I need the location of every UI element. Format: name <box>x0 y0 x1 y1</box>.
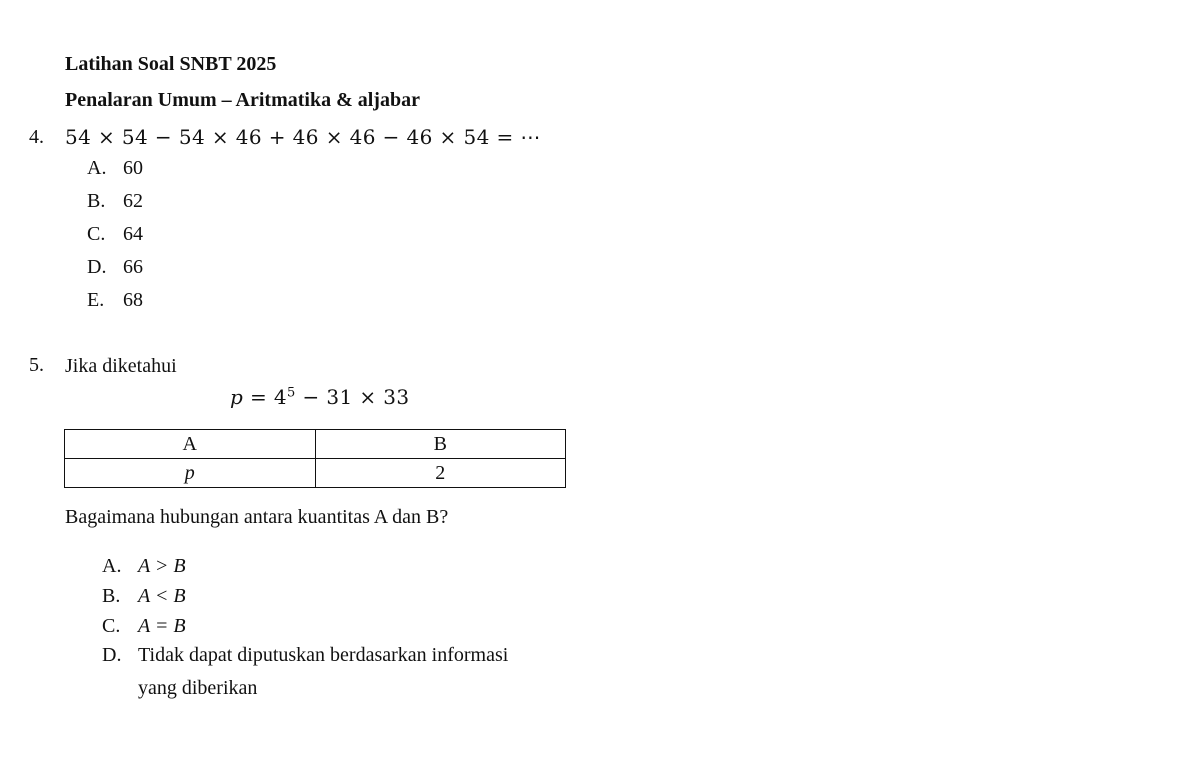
q5-option-letter: B. <box>102 585 121 607</box>
q5-option-letter: A. <box>102 555 122 577</box>
q4-option-value: 60 <box>123 157 143 179</box>
q4-option-letter: C. <box>87 223 106 245</box>
q4-option-e[interactable] <box>87 288 143 312</box>
question-5-number: 5. <box>29 354 44 376</box>
q5-option-d[interactable] <box>102 643 508 667</box>
q4-option-letter: D. <box>87 256 107 278</box>
equation-variable: p <box>230 385 244 409</box>
equation-base: = 4 <box>243 385 288 409</box>
quantity-table <box>64 429 566 488</box>
question-4-expression: 54 × 54 − 54 × 46 + 46 × 46 − 46 × 54 = ⋯ <box>65 125 541 149</box>
document-title: Latihan Soal SNBT 2025 <box>65 53 277 75</box>
q5-option-letter: D. <box>102 644 122 666</box>
q5-option-value: A = B <box>138 615 186 637</box>
q5-option-c[interactable] <box>102 614 186 638</box>
document-subtitle: Penalaran Umum – Aritmatika & aljabar <box>65 89 420 111</box>
q4-option-d[interactable] <box>87 255 143 279</box>
table-header-row <box>65 430 566 459</box>
q5-option-a[interactable] <box>102 554 186 578</box>
table-cell-b: 2 <box>315 459 566 488</box>
q4-option-value: 64 <box>123 223 143 245</box>
question-4-number: 4. <box>29 126 44 148</box>
q5-option-d-continuation: yang diberikan <box>138 677 258 699</box>
q4-option-value: 66 <box>123 256 143 278</box>
question-5-equation <box>230 385 410 409</box>
q5-option-b[interactable] <box>102 584 186 608</box>
table-header-a: A <box>65 430 316 459</box>
q4-option-a[interactable] <box>87 156 143 180</box>
q4-option-letter: A. <box>87 157 107 179</box>
q5-option-letter: C. <box>102 615 121 637</box>
equation-rest: − 31 × 33 <box>295 385 410 409</box>
equation-exponent: 5 <box>287 385 296 401</box>
question-5-prompt: Bagaimana hubungan antara kuantitas A dan B? <box>65 506 449 528</box>
q4-option-letter: B. <box>87 190 106 212</box>
table-row <box>65 459 566 488</box>
q4-option-letter: E. <box>87 289 105 311</box>
q4-option-c[interactable] <box>87 222 143 246</box>
question-5-intro: Jika diketahui <box>65 355 177 377</box>
q4-option-value: 68 <box>123 289 143 311</box>
table-header-b: B <box>315 430 566 459</box>
q5-option-value: Tidak dapat diputuskan berdasarkan informasi <box>138 644 509 666</box>
table-cell-a: p <box>65 459 316 488</box>
q4-option-b[interactable] <box>87 189 143 213</box>
q5-option-value: A > B <box>138 555 186 577</box>
q5-option-value: A < B <box>138 585 186 607</box>
q4-option-value: 62 <box>123 190 143 212</box>
